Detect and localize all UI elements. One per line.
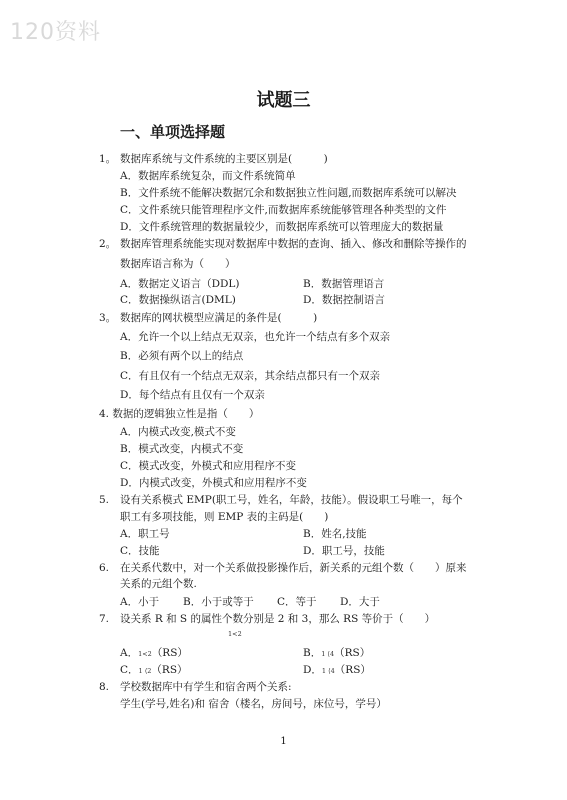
- option-tail: （RS）: [334, 647, 371, 659]
- question-text: 4. 数据的逻辑独立性是指（ ）: [99, 408, 260, 420]
- question-text-cont: 学生(学号,姓名)和 宿舍（楼名，房间号，床位号，学号）: [120, 698, 387, 710]
- question-text: 数据库的网状模型应满足的条件是( ): [120, 312, 318, 324]
- option-b: B．姓名,技能: [303, 528, 367, 540]
- option-d: D．文件系统管理的数据量较少，而数据库系统可以管理庞大的数据量: [120, 221, 444, 233]
- option-d: D．职工号，技能: [303, 545, 385, 557]
- option-a: A．允许一个以上结点无双亲，也允许一个结点有多个双亲: [120, 331, 391, 343]
- option-a: A．数据定义语言（DDL): [120, 278, 240, 290]
- option-b: B．数据管理语言: [303, 278, 385, 290]
- question-number: 8.: [99, 681, 110, 693]
- question-number: 6.: [99, 562, 110, 574]
- option-b: [303, 647, 370, 660]
- option-d: D．数据控制语言: [303, 294, 385, 306]
- option-a: A．内模式改变,模式不变: [120, 426, 236, 438]
- option-a: A．小于: [120, 596, 160, 608]
- option-label: B．: [303, 647, 322, 659]
- page-title: 试题三: [256, 90, 311, 111]
- option-a: [120, 647, 188, 660]
- question-number: 3。: [99, 312, 117, 324]
- page-number: 1: [280, 736, 287, 747]
- option-d: D．每个结点有且仅有一个双亲: [120, 389, 265, 401]
- subscript-condition: 1<2: [228, 630, 242, 638]
- option-tail: （RS）: [334, 664, 371, 676]
- question-text-cont: 职工有多项技能，则 EMP 表的主码是( ): [120, 511, 329, 523]
- option-b: B．模式改变，内模式不变: [120, 443, 244, 455]
- question-number: 7.: [99, 613, 110, 625]
- subscript: 1 ⟨4: [321, 667, 335, 675]
- question-text-cont: 数据库语言称为（ ）: [120, 258, 236, 270]
- question-text: 在关系代数中，对一个关系做投影操作后，新关系的元组个数（ ）原来: [120, 562, 467, 574]
- option-a: A．职工号: [120, 528, 170, 540]
- option-c: [120, 664, 188, 677]
- option-tail: （RS）: [151, 664, 188, 676]
- question-text-cont: 关系的元组个数.: [120, 578, 197, 590]
- section-heading: 一、单项选择题: [120, 123, 226, 141]
- option-d: D．大于: [340, 596, 380, 608]
- option-c: C．数据操纵语言(DML): [120, 294, 236, 306]
- option-d: D．内模式改变，外模式和应用程序不变: [120, 477, 307, 489]
- option-label: C．: [120, 664, 139, 676]
- question-text: 数据库管理系统能实现对数据库中数据的查询、插入、修改和删除等操作的: [120, 238, 467, 250]
- subscript: 1<2: [138, 650, 152, 658]
- option-b: B．小于或等于: [183, 596, 254, 608]
- question-text: 设有关系模式 EMP(职工号，姓名，年龄，技能）。假设职工号唯一，每个: [120, 494, 463, 506]
- question-text: 设关系 R 和 S 的属性个数分别是 2 和 3，那么 RS 等价于（ ）: [120, 613, 436, 625]
- option-c: C．模式改变，外模式和应用程序不变: [120, 460, 297, 472]
- question-number: 1。: [99, 153, 117, 165]
- watermark-logo: 120资料: [10, 20, 101, 45]
- question-text: 数据库系统与文件系统的主要区别是( ): [120, 153, 328, 165]
- option-d: [303, 664, 371, 677]
- option-c: C．等于: [277, 596, 317, 608]
- question-number: 2。: [99, 238, 117, 250]
- question-text: 学校数据库中有学生和宿舍两个关系:: [120, 681, 292, 693]
- option-c: C．有且仅有一个结点无双亲，其余结点都只有一个双亲: [120, 370, 381, 382]
- option-c: C．技能: [120, 545, 160, 557]
- option-b: B．必须有两个以上的结点: [120, 350, 244, 362]
- subscript: 1 ⟨2: [138, 667, 152, 675]
- option-tail: （RS）: [151, 647, 188, 659]
- option-a: A．数据库系统复杂，而文件系统简单: [120, 170, 296, 182]
- option-b: B．文件系统不能解决数据冗余和数据独立性问题,而数据库系统可以解决: [120, 187, 457, 199]
- option-label: A．: [120, 647, 139, 659]
- subscript: 1 ⟨4: [321, 650, 335, 658]
- question-number: 5.: [99, 494, 110, 506]
- option-label: D．: [303, 664, 322, 676]
- option-c: C．文件系统只能管理程序文件,而数据库系统能够管理各种类型的文件: [120, 204, 447, 216]
